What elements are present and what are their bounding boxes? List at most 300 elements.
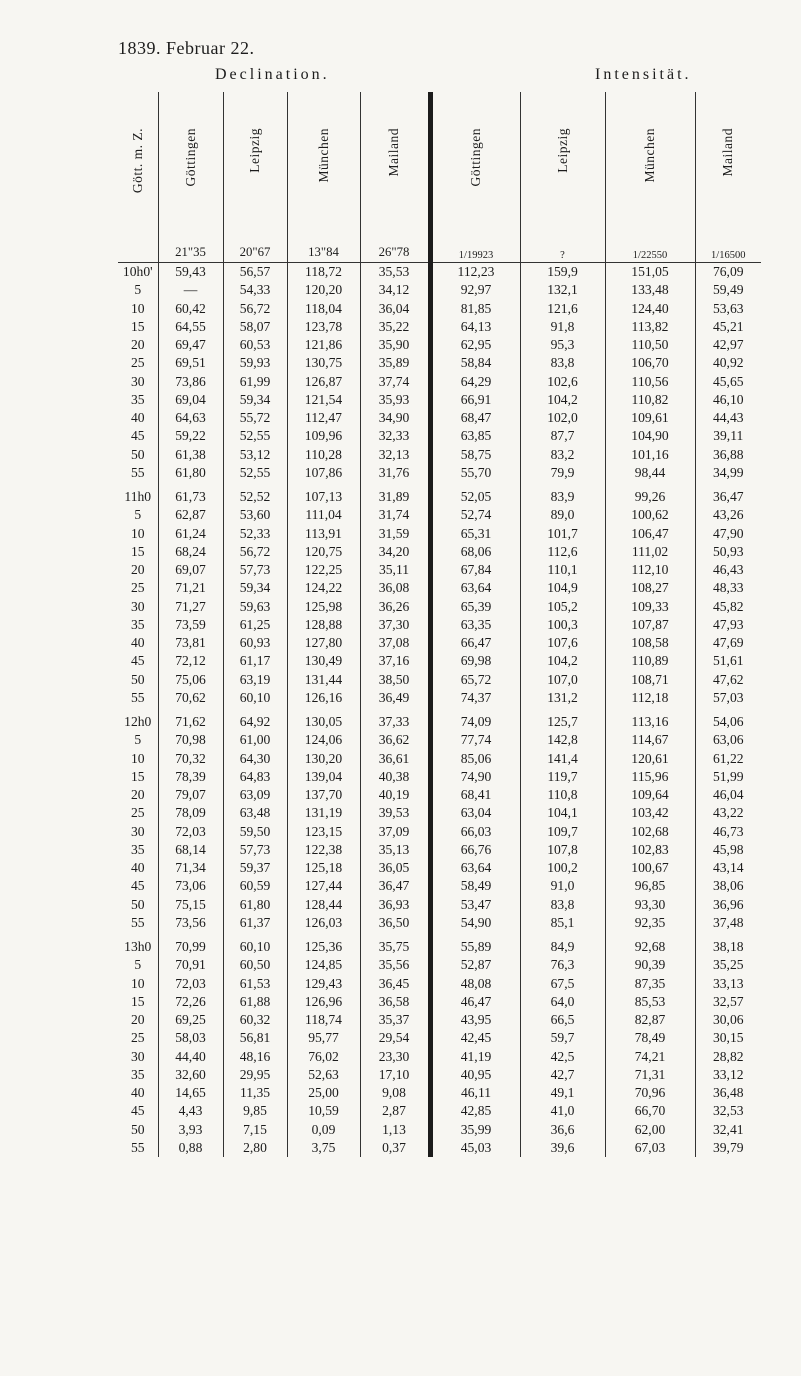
value-cell: 73,06 xyxy=(158,877,223,895)
value-cell: 59,63 xyxy=(223,598,287,616)
value-cell: 90,39 xyxy=(605,956,695,974)
col-header-scale: 1/19923 xyxy=(458,250,494,261)
table-row xyxy=(118,354,761,372)
value-cell: 65,72 xyxy=(430,671,520,689)
value-cell: 124,06 xyxy=(287,731,360,749)
value-cell: 62,87 xyxy=(158,506,223,524)
value-cell: 61,88 xyxy=(223,993,287,1011)
value-cell: 151,05 xyxy=(605,263,695,282)
value-cell: 83,2 xyxy=(520,446,605,464)
table-row xyxy=(118,750,761,768)
table-row xyxy=(118,391,761,409)
value-cell: 9,85 xyxy=(223,1102,287,1120)
table-row xyxy=(118,731,761,749)
value-cell: 71,34 xyxy=(158,859,223,877)
value-cell: 66,76 xyxy=(430,841,520,859)
col-header-decl-mailand xyxy=(360,92,430,263)
value-cell: 40,19 xyxy=(360,786,430,804)
value-cell: 107,86 xyxy=(287,464,360,482)
value-cell: 125,18 xyxy=(287,859,360,877)
value-cell: 60,42 xyxy=(158,300,223,318)
value-cell: 61,17 xyxy=(223,652,287,670)
value-cell: 112,23 xyxy=(430,263,520,282)
value-cell: 66,5 xyxy=(520,1011,605,1029)
value-cell: 122,25 xyxy=(287,561,360,579)
value-cell: 61,80 xyxy=(223,896,287,914)
value-cell: 36,04 xyxy=(360,300,430,318)
time-cell: 35 xyxy=(130,391,145,407)
value-cell: 58,07 xyxy=(223,318,287,336)
time-cell: 10 xyxy=(130,525,145,541)
value-cell: 61,53 xyxy=(223,975,287,993)
value-cell: 100,3 xyxy=(520,616,605,634)
value-cell: 45,21 xyxy=(695,318,761,336)
value-cell: 76,02 xyxy=(287,1048,360,1066)
col-header-decl-leipzig xyxy=(223,92,287,263)
value-cell: 35,90 xyxy=(360,336,430,354)
value-cell: 130,20 xyxy=(287,750,360,768)
value-cell: 53,63 xyxy=(695,300,761,318)
value-cell: 104,2 xyxy=(520,652,605,670)
value-cell: 31,89 xyxy=(360,482,430,506)
value-cell: 39,53 xyxy=(360,804,430,822)
value-cell: 76,3 xyxy=(520,956,605,974)
value-cell: 142,8 xyxy=(520,731,605,749)
table-row xyxy=(118,841,761,859)
value-cell: 95,3 xyxy=(520,336,605,354)
value-cell: 125,7 xyxy=(520,707,605,731)
value-cell: 36,96 xyxy=(695,896,761,914)
value-cell: 52,55 xyxy=(223,464,287,482)
value-cell: 46,73 xyxy=(695,823,761,841)
value-cell: 61,37 xyxy=(223,914,287,932)
value-cell: 64,13 xyxy=(430,318,520,336)
value-cell: 67,84 xyxy=(430,561,520,579)
time-cell: 12h0 xyxy=(124,714,152,729)
value-cell: 31,74 xyxy=(360,506,430,524)
value-cell: 36,62 xyxy=(360,731,430,749)
value-cell: 109,33 xyxy=(605,598,695,616)
value-cell: 69,04 xyxy=(158,391,223,409)
value-cell: 36,58 xyxy=(360,993,430,1011)
value-cell: 47,90 xyxy=(695,525,761,543)
value-cell: 43,22 xyxy=(695,804,761,822)
value-cell: 81,85 xyxy=(430,300,520,318)
value-cell: 91,0 xyxy=(520,877,605,895)
value-cell: 61,99 xyxy=(223,373,287,391)
value-cell: 72,12 xyxy=(158,652,223,670)
table-row xyxy=(118,616,761,634)
value-cell: 52,74 xyxy=(430,506,520,524)
value-cell: 61,24 xyxy=(158,525,223,543)
value-cell: 42,45 xyxy=(430,1029,520,1047)
value-cell: 43,14 xyxy=(695,859,761,877)
value-cell: 47,93 xyxy=(695,616,761,634)
value-cell: 59,49 xyxy=(695,281,761,299)
time-cell: 20 xyxy=(130,1012,145,1027)
table-row xyxy=(118,561,761,579)
value-cell: 57,73 xyxy=(223,561,287,579)
value-cell: 0,37 xyxy=(360,1139,430,1157)
value-cell: 59,7 xyxy=(520,1029,605,1047)
time-cell: 10h0' xyxy=(122,264,153,279)
table-row xyxy=(118,506,761,524)
table-row xyxy=(118,859,761,877)
value-cell: 63,35 xyxy=(430,616,520,634)
table-row xyxy=(118,896,761,914)
value-cell: 102,83 xyxy=(605,841,695,859)
value-cell: 45,65 xyxy=(695,373,761,391)
value-cell: 123,78 xyxy=(287,318,360,336)
value-cell: 58,49 xyxy=(430,877,520,895)
value-cell: 126,03 xyxy=(287,914,360,932)
table-row xyxy=(118,525,761,543)
value-cell: 112,18 xyxy=(605,689,695,707)
value-cell: 65,39 xyxy=(430,598,520,616)
time-cell: 40 xyxy=(130,1085,145,1100)
col-header-int-goettingen xyxy=(430,92,520,263)
value-cell: 60,10 xyxy=(223,689,287,707)
value-cell: 104,1 xyxy=(520,804,605,822)
value-cell: 47,69 xyxy=(695,634,761,652)
value-cell: 73,86 xyxy=(158,373,223,391)
intensity-heading: Intensität. xyxy=(595,66,692,83)
value-cell: 37,16 xyxy=(360,652,430,670)
value-cell: 35,93 xyxy=(360,391,430,409)
value-cell: 71,31 xyxy=(605,1066,695,1084)
value-cell: 71,62 xyxy=(158,707,223,731)
value-cell: 11,35 xyxy=(223,1084,287,1102)
value-cell: 112,47 xyxy=(287,409,360,427)
time-cell: 45 xyxy=(130,878,145,894)
time-cell: 30 xyxy=(130,823,145,839)
value-cell: 120,61 xyxy=(605,750,695,768)
time-cell: 35 xyxy=(130,616,145,632)
declination-heading: Declination. xyxy=(215,66,330,83)
time-cell: 35 xyxy=(130,841,145,857)
value-cell: 39,11 xyxy=(695,427,761,445)
value-cell: 119,7 xyxy=(520,768,605,786)
value-cell: 55,72 xyxy=(223,409,287,427)
value-cell: 36,61 xyxy=(360,750,430,768)
value-cell: 83,8 xyxy=(520,354,605,372)
value-cell: 64,29 xyxy=(430,373,520,391)
value-cell: 70,91 xyxy=(158,956,223,974)
value-cell: 40,92 xyxy=(695,354,761,372)
value-cell: 34,20 xyxy=(360,543,430,561)
value-cell: 64,83 xyxy=(223,768,287,786)
col-header-int-leipzig xyxy=(520,92,605,263)
time-cell: 55 xyxy=(130,914,145,930)
col-header-scale: ? xyxy=(560,250,565,261)
value-cell: 127,44 xyxy=(287,877,360,895)
value-cell: 35,56 xyxy=(360,956,430,974)
value-cell: 55,89 xyxy=(430,932,520,956)
time-cell: 30 xyxy=(130,598,145,614)
table-row xyxy=(118,446,761,464)
value-cell: 110,28 xyxy=(287,446,360,464)
time-cell: 30 xyxy=(130,1048,145,1064)
value-cell: 65,31 xyxy=(430,525,520,543)
value-cell: 62,95 xyxy=(430,336,520,354)
value-cell: 60,53 xyxy=(223,336,287,354)
value-cell: 68,06 xyxy=(430,543,520,561)
time-cell: 15 xyxy=(130,543,145,559)
value-cell: 36,48 xyxy=(695,1084,761,1102)
value-cell: 52,52 xyxy=(223,482,287,506)
value-cell: 98,44 xyxy=(605,464,695,482)
col-header-label: Leipzig xyxy=(247,128,262,173)
time-cell: 40 xyxy=(130,635,145,650)
value-cell: 107,0 xyxy=(520,671,605,689)
value-cell: 132,1 xyxy=(520,281,605,299)
time-cell: 50 xyxy=(130,1121,145,1137)
value-cell: 72,03 xyxy=(158,823,223,841)
value-cell: 9,08 xyxy=(360,1084,430,1102)
value-cell: 32,53 xyxy=(695,1102,761,1120)
time-cell: 20 xyxy=(130,562,145,577)
table-row xyxy=(118,409,761,427)
value-cell: 72,26 xyxy=(158,993,223,1011)
table-row xyxy=(118,543,761,561)
value-cell: 78,09 xyxy=(158,804,223,822)
col-header-scale: 20"67 xyxy=(239,245,271,259)
value-cell: 54,90 xyxy=(430,914,520,932)
value-cell: 36,93 xyxy=(360,896,430,914)
value-cell: 64,55 xyxy=(158,318,223,336)
value-cell: 56,81 xyxy=(223,1029,287,1047)
value-cell: 52,87 xyxy=(430,956,520,974)
time-cell: 50 xyxy=(130,896,145,912)
table-row xyxy=(118,1029,761,1047)
table-row xyxy=(118,598,761,616)
value-cell: 129,43 xyxy=(287,975,360,993)
value-cell: 36,50 xyxy=(360,914,430,932)
value-cell: 87,7 xyxy=(520,427,605,445)
time-cell: 25 xyxy=(130,355,145,371)
time-cell: 20 xyxy=(130,337,145,352)
value-cell: 128,44 xyxy=(287,896,360,914)
value-cell: 102,6 xyxy=(520,373,605,391)
table-row xyxy=(118,482,761,506)
value-cell: 66,91 xyxy=(430,391,520,409)
table-row xyxy=(118,786,761,804)
table-row xyxy=(118,579,761,597)
value-cell: 92,97 xyxy=(430,281,520,299)
value-cell: 0,09 xyxy=(287,1121,360,1139)
value-cell: 73,56 xyxy=(158,914,223,932)
value-cell: 56,72 xyxy=(223,300,287,318)
value-cell: 83,8 xyxy=(520,896,605,914)
value-cell: 39,79 xyxy=(695,1139,761,1157)
value-cell: 69,07 xyxy=(158,561,223,579)
value-cell: 56,57 xyxy=(223,263,287,282)
value-cell: 126,87 xyxy=(287,373,360,391)
value-cell: 61,22 xyxy=(695,750,761,768)
value-cell: 50,93 xyxy=(695,543,761,561)
value-cell: 2,87 xyxy=(360,1102,430,1120)
value-cell: 109,7 xyxy=(520,823,605,841)
value-cell: 126,96 xyxy=(287,993,360,1011)
value-cell: 70,32 xyxy=(158,750,223,768)
table-row xyxy=(118,1139,761,1157)
value-cell: 92,35 xyxy=(605,914,695,932)
value-cell: 99,26 xyxy=(605,482,695,506)
value-cell: 42,7 xyxy=(520,1066,605,1084)
value-cell: 52,05 xyxy=(430,482,520,506)
value-cell: 71,27 xyxy=(158,598,223,616)
value-cell: 34,90 xyxy=(360,409,430,427)
value-cell: 95,77 xyxy=(287,1029,360,1047)
value-cell: 92,68 xyxy=(605,932,695,956)
time-cell: 11h0 xyxy=(124,489,152,504)
time-cell: 13h0 xyxy=(124,939,152,954)
table-row xyxy=(118,1011,761,1029)
measurement-table xyxy=(118,92,761,1157)
value-cell: 130,49 xyxy=(287,652,360,670)
value-cell: 52,33 xyxy=(223,525,287,543)
value-cell: 108,58 xyxy=(605,634,695,652)
value-cell: 126,16 xyxy=(287,689,360,707)
value-cell: 74,09 xyxy=(430,707,520,731)
value-cell: 63,04 xyxy=(430,804,520,822)
value-cell: 37,48 xyxy=(695,914,761,932)
value-cell: 49,1 xyxy=(520,1084,605,1102)
value-cell: 68,41 xyxy=(430,786,520,804)
value-cell: 60,59 xyxy=(223,877,287,895)
table-row xyxy=(118,804,761,822)
header-row xyxy=(118,92,761,263)
value-cell: 36,08 xyxy=(360,579,430,597)
col-header-label: Gött. m. Z. xyxy=(129,128,145,194)
time-cell: 15 xyxy=(130,768,145,784)
time-cell: 55 xyxy=(130,689,145,705)
value-cell: 85,53 xyxy=(605,993,695,1011)
value-cell: 46,11 xyxy=(430,1084,520,1102)
value-cell: 104,9 xyxy=(520,579,605,597)
value-cell: 58,84 xyxy=(430,354,520,372)
value-cell: 113,16 xyxy=(605,707,695,731)
value-cell: 63,06 xyxy=(695,731,761,749)
value-cell: 42,5 xyxy=(520,1048,605,1066)
table-row xyxy=(118,300,761,318)
value-cell: 40,95 xyxy=(430,1066,520,1084)
value-cell: 36,49 xyxy=(360,689,430,707)
page-title: 1839. Februar 22. xyxy=(118,38,255,58)
value-cell: 118,04 xyxy=(287,300,360,318)
value-cell: 44,43 xyxy=(695,409,761,427)
value-cell: 66,70 xyxy=(605,1102,695,1120)
value-cell: 79,9 xyxy=(520,464,605,482)
value-cell: 59,37 xyxy=(223,859,287,877)
time-cell: 15 xyxy=(130,318,145,334)
value-cell: 141,4 xyxy=(520,750,605,768)
value-cell: 47,62 xyxy=(695,671,761,689)
value-cell: 60,50 xyxy=(223,956,287,974)
col-header-label: Göttingen xyxy=(468,128,483,187)
value-cell: 107,6 xyxy=(520,634,605,652)
value-cell: 104,90 xyxy=(605,427,695,445)
value-cell: 69,51 xyxy=(158,354,223,372)
value-cell: 3,93 xyxy=(158,1121,223,1139)
value-cell: 38,06 xyxy=(695,877,761,895)
value-cell: 35,22 xyxy=(360,318,430,336)
value-cell: 72,03 xyxy=(158,975,223,993)
value-cell: 123,15 xyxy=(287,823,360,841)
value-cell: 93,30 xyxy=(605,896,695,914)
value-cell: 113,82 xyxy=(605,318,695,336)
table-row xyxy=(118,932,761,956)
value-cell: 125,98 xyxy=(287,598,360,616)
value-cell: 102,68 xyxy=(605,823,695,841)
value-cell: 64,92 xyxy=(223,707,287,731)
value-cell: 53,47 xyxy=(430,896,520,914)
time-cell: 55 xyxy=(130,1139,145,1155)
value-cell: 137,70 xyxy=(287,786,360,804)
value-cell: 120,75 xyxy=(287,543,360,561)
value-cell: 57,03 xyxy=(695,689,761,707)
value-cell: 51,99 xyxy=(695,768,761,786)
value-cell: 58,03 xyxy=(158,1029,223,1047)
value-cell: 38,18 xyxy=(695,932,761,956)
col-header-decl-muenchen xyxy=(287,92,360,263)
table-row xyxy=(118,823,761,841)
table-row xyxy=(118,877,761,895)
value-cell: 130,75 xyxy=(287,354,360,372)
value-cell: 108,27 xyxy=(605,579,695,597)
table-row xyxy=(118,281,761,299)
col-header-label: Leipzig xyxy=(554,128,570,173)
value-cell: 131,44 xyxy=(287,671,360,689)
value-cell: 35,75 xyxy=(360,932,430,956)
value-cell: 113,91 xyxy=(287,525,360,543)
value-cell: 55,70 xyxy=(430,464,520,482)
value-cell: 82,87 xyxy=(605,1011,695,1029)
table-row xyxy=(118,1084,761,1102)
value-cell: 159,9 xyxy=(520,263,605,282)
value-cell: 60,93 xyxy=(223,634,287,652)
value-cell: 110,1 xyxy=(520,561,605,579)
value-cell: 59,93 xyxy=(223,354,287,372)
value-cell: 51,61 xyxy=(695,652,761,670)
value-cell: 59,43 xyxy=(158,263,223,282)
value-cell: 32,60 xyxy=(158,1066,223,1084)
value-cell: 61,80 xyxy=(158,464,223,482)
value-cell: 78,49 xyxy=(605,1029,695,1047)
value-cell: 78,39 xyxy=(158,768,223,786)
value-cell: 64,63 xyxy=(158,409,223,427)
value-cell: 61,25 xyxy=(223,616,287,634)
value-cell: 3,75 xyxy=(287,1139,360,1157)
value-cell: 121,54 xyxy=(287,391,360,409)
value-cell: 32,33 xyxy=(360,427,430,445)
value-cell: 60,10 xyxy=(223,932,287,956)
value-cell: 32,41 xyxy=(695,1121,761,1139)
value-cell: 110,82 xyxy=(605,391,695,409)
value-cell: 61,73 xyxy=(158,482,223,506)
value-cell: 115,96 xyxy=(605,768,695,786)
table-row xyxy=(118,318,761,336)
value-cell: 77,74 xyxy=(430,731,520,749)
value-cell: 63,48 xyxy=(223,804,287,822)
time-cell: 10 xyxy=(130,975,145,991)
value-cell: 36,47 xyxy=(360,877,430,895)
value-cell: 37,30 xyxy=(360,616,430,634)
table-row xyxy=(118,1066,761,1084)
col-header-time xyxy=(118,92,158,263)
value-cell: 46,10 xyxy=(695,391,761,409)
value-cell: 108,71 xyxy=(605,671,695,689)
